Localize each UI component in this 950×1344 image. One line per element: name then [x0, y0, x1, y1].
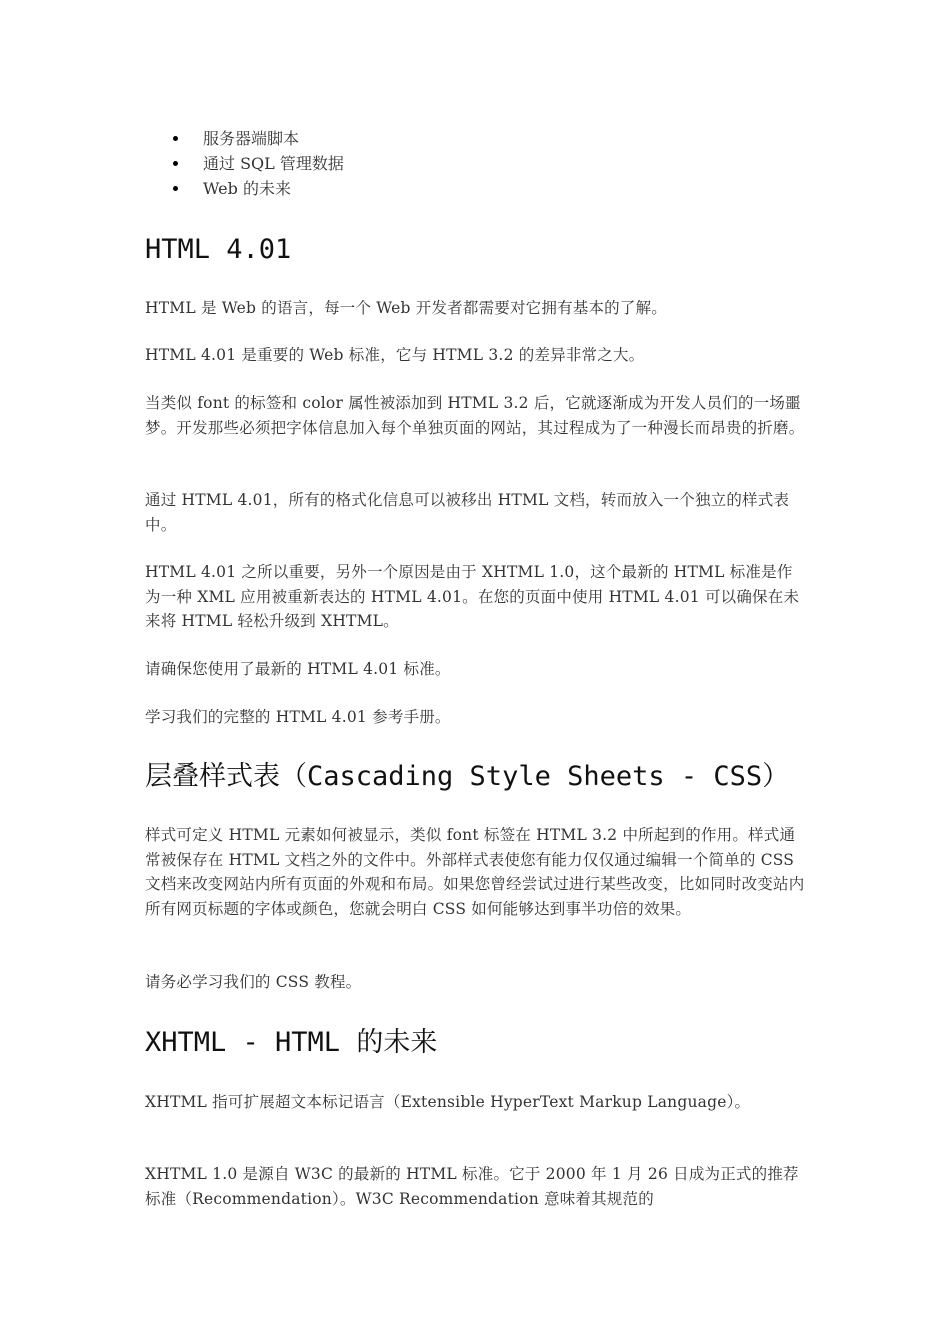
list-item: [173, 151, 344, 176]
section-heading-css: 层叠样式表（Cascading Style Sheets - CSS）: [145, 761, 790, 792]
bullet-dot-icon: [173, 186, 178, 191]
section-heading-html401: HTML 4.01: [145, 234, 292, 265]
paragraph: 通过 HTML 4.01，所有的格式化信息可以被移出 HTML 文档，转而放入一个独立的样式表中。: [145, 491, 790, 534]
list-item: [173, 176, 344, 201]
paragraph: HTML 4.01 之所以重要，另外一个原因是由于 XHTML 1.0，这个最新的 HTML 标准是作为一种 XML 应用被重新表达的 HTML 4.01。在您的页面中使用 HTML 4.01 可以确保在未来将 HTML 轻松升级到 XHTML。: [145, 563, 800, 630]
paragraph: 请务必学习我们的 CSS 教程。: [145, 973, 362, 991]
list-item: [173, 126, 344, 151]
paragraph: XHTML 1.0 是源自 W3C 的最新的 HTML 标准。它于 2000 年 1 月 26 日成为正式的推荐标准（Recommendation）。W3C Recommendation 意味着其规范的: [145, 1165, 799, 1208]
paragraph: HTML 4.01 是重要的 Web 标准，它与 HTML 3.2 的差异非常之大。: [145, 346, 645, 364]
topic-list: [173, 126, 344, 201]
section-heading-xhtml: XHTML - HTML 的未来: [145, 1027, 438, 1058]
paragraph: 当类似 font 的标签和 color 属性被添加到 HTML 3.2 后，它就逐渐成为开发人员们的一场噩梦。开发那些必须把字体信息加入每个单独页面的网站，其过程成为了一种漫长而昂贵的折磨。: [145, 394, 805, 437]
paragraph: 样式可定义 HTML 元素如何被显示，类似 font 标签在 HTML 3.2 中所起到的作用。样式通常被保存在 HTML 文档之外的文件中。外部样式表使您有能力仅仅通过编辑一个简单的 CSS 文档来改变网站内所有页面的外观和布局。如果您曾经尝试过进行某些改变，比如同时改变站内所有网页标题的字体或颜色，您就会明白 CSS 如何能够达到事半功倍的效果。: [145, 826, 805, 918]
bullet-dot-icon: [173, 136, 178, 141]
bullet-dot-icon: [173, 161, 178, 166]
list-item-label: 服务器端脚本: [203, 129, 300, 148]
paragraph: HTML 是 Web 的语言，每一个 Web 开发者都需要对它拥有基本的了解。: [145, 299, 667, 317]
list-item-label: 通过 SQL 管理数据: [203, 154, 344, 173]
paragraph: XHTML 指可扩展超文本标记语言（Extensible HyperText Markup Language）。: [145, 1093, 751, 1111]
list-item-label: Web 的未来: [203, 179, 291, 198]
paragraph: 学习我们的完整的 HTML 4.01 参考手册。: [145, 708, 451, 726]
paragraph: 请确保您使用了最新的 HTML 4.01 标准。: [145, 660, 451, 678]
